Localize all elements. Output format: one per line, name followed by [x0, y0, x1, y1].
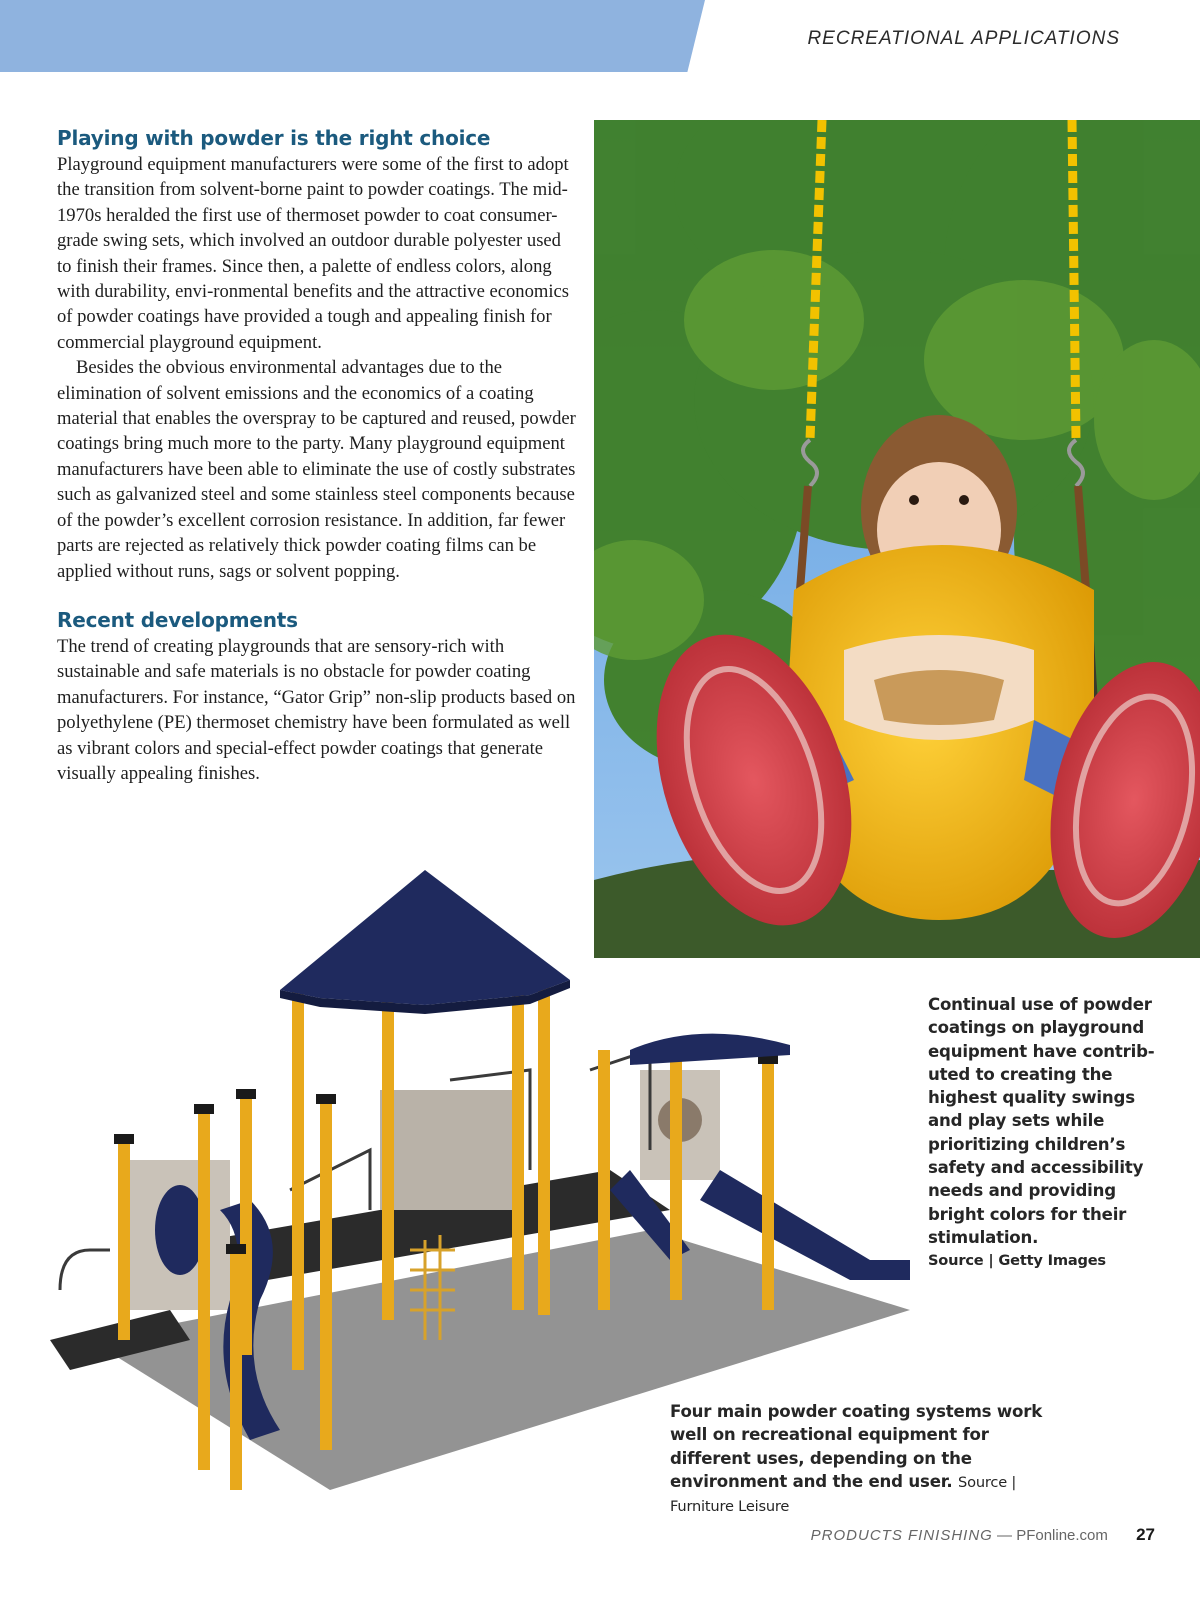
paragraph-2: Besides the obvious environmental advantages due to the elimination of solvent emissions and the economics of a coating material that enables the overspray to be captured and reused, powder coatings bring much more to the party. Many playground equipment manufacturers have been able to eliminate the use of costly substrates such as galvanized steel and some stainless steel components because of the powder’s excellent corrosion resistance. In addition, far fewer parts are rejected as relatively thick powder coating films can be applied without runs, sags or solvent popping. [57, 357, 576, 582]
swing-caption-source: Source | Getty Images [928, 1252, 1106, 1270]
footer-url: PFonline.com [1016, 1527, 1108, 1544]
footer-magazine: PRODUCTS FINISHING [810, 1527, 993, 1544]
section-heading-recent-developments: Recent developments [57, 607, 298, 632]
swing-caption [928, 993, 1168, 1273]
article-column [57, 124, 577, 786]
section-heading-powder-choice: Playing with powder is the right choice [57, 126, 491, 150]
section-label: RECREATIONAL APPLICATIONS [807, 28, 1120, 49]
footer-separator: — [997, 1527, 1013, 1544]
swing-illustration [594, 120, 1200, 958]
swing-caption-text: Continual use of powder coatings on playground equipment have contrib-uted to creating the highest quality swings and play sets while prioritizing children’s safety and accessibility needs and providing bright colors for their stimulation. [928, 995, 1155, 1247]
header-band [0, 0, 705, 72]
playground-caption-text: Four main powder coating systems work well on recreational equipment for different uses, depending on the environment and the end user. [670, 1402, 1043, 1491]
paragraph-3: The trend of creating playgrounds that are sensory-rich with sustainable and safe materials is no obstacle for powder coating manufacturers. For instance, “Gator Grip” non-slip products based on polyethylene (PE) thermoset chemistry have been formulated as well as vibrant colors and special-effect powder coatings that generate visually appealing finishes. [57, 635, 576, 784]
playground-caption [670, 1400, 1070, 1518]
page-number: 27 [1136, 1525, 1155, 1544]
page-footer [700, 1525, 1155, 1545]
paragraph-1: Playground equipment manufacturers were some of the first to adopt the transition from solvent-borne paint to powder coatings. The mid-1970s heralded the first use of thermoset powder to coat consumer-grade swing sets, which involved an outdoor durable polyester used to finish their frames. Since then, a palette of endless colors, along with durability, envi-ronmental benefits and the attractive economics of powder coatings have provided a tough and appealing finish for commercial playground equipment. [57, 154, 570, 353]
swing-photo [594, 120, 1200, 958]
playground-caption-source: Source | Furniture Leisure [670, 1473, 1017, 1516]
